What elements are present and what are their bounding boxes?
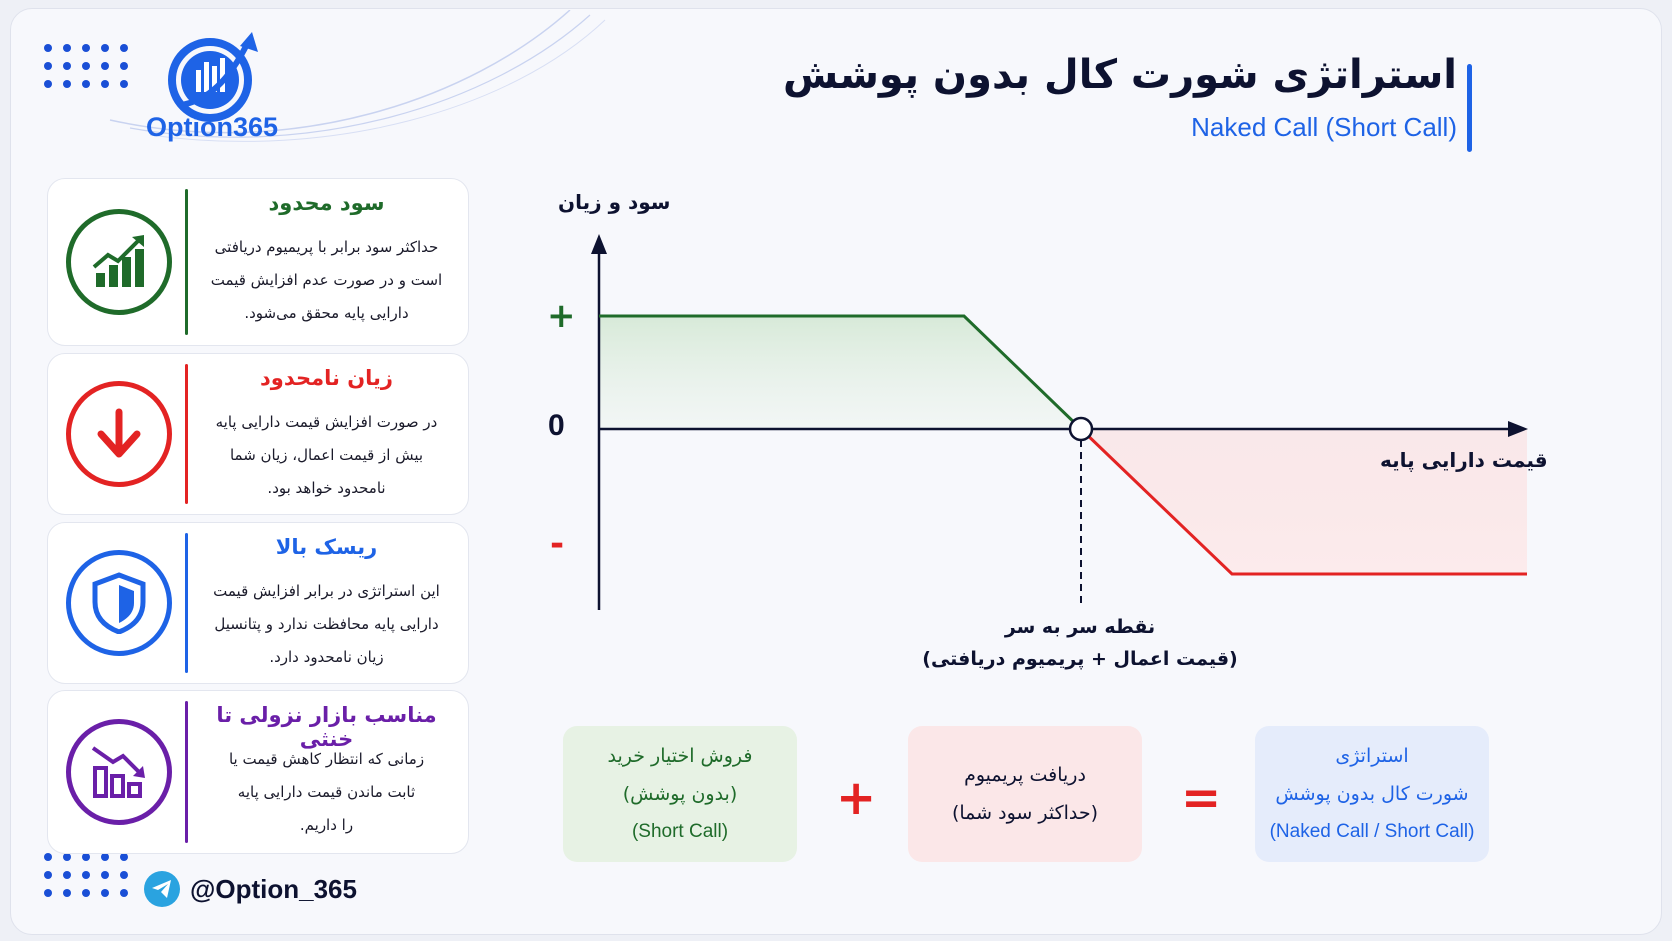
- x-axis-label: قیمت دارایی پایه: [1380, 448, 1548, 472]
- minus-label: -: [550, 524, 565, 564]
- equals-operator: =: [1181, 770, 1222, 826]
- feature-line: این استراتژی در برابر افزایش قیمت: [213, 582, 440, 600]
- breakeven-note: (قیمت اعمال + پریمیوم دریافتی): [922, 648, 1238, 670]
- equation-box-premium: [908, 726, 1142, 862]
- page-subtitle: Naked Call (Short Call): [1191, 112, 1457, 142]
- telegram-handle[interactable]: [144, 871, 357, 907]
- feature-line: دارایی پایه محافظت ندارد و پتانسیل: [214, 615, 439, 633]
- box-line: شورت کال بدون پوشش: [1275, 783, 1469, 805]
- equation-box-result: [1255, 726, 1489, 862]
- feature-line: را داریم.: [299, 816, 354, 834]
- feature-line: زیان نامحدود دارد.: [269, 648, 384, 666]
- telegram-icon: [144, 871, 180, 907]
- plus-operator: +: [836, 770, 877, 826]
- box-line: (حداکثر سود شما): [951, 802, 1099, 824]
- box-line: (Short Call): [631, 821, 729, 842]
- feature-line: ثابت ماندن قیمت دارایی پایه: [237, 783, 416, 801]
- feature-title: ریسک بالا: [275, 535, 378, 559]
- box-line: (Naked Call / Short Call): [1269, 821, 1475, 842]
- box-line: (بدون پوشش): [622, 783, 738, 805]
- feature-title: سود محدود: [268, 191, 385, 215]
- feature-line: نامحدود خواهد بود.: [267, 479, 386, 497]
- y-axis-arrow: [591, 234, 607, 254]
- plus-label: +: [547, 296, 576, 336]
- y-axis-label: سود و زیان: [558, 190, 671, 214]
- brand-name: Option365: [146, 112, 279, 142]
- feature-title: زیان نامحدود: [260, 366, 393, 390]
- feature-line: زمانی که انتظار کاهش قیمت یا: [228, 750, 425, 768]
- profit-area: [599, 316, 1081, 429]
- breakeven-point: [1070, 418, 1092, 440]
- feature-line: حداکثر سود برابر با پریمیوم دریافتی: [214, 238, 439, 256]
- breakeven-label: نقطه سر به سر: [1004, 616, 1156, 638]
- handle-text: @Option_365: [190, 873, 357, 904]
- feature-line: دارایی پایه محقق می‌شود.: [244, 304, 409, 322]
- feature-line: است و در صورت عدم افزایش قیمت: [210, 271, 443, 289]
- box-line: فروش اختیار خرید: [607, 745, 753, 767]
- zero-label: 0: [548, 409, 565, 442]
- feature-line: در صورت افزایش قیمت دارایی پایه: [215, 413, 438, 431]
- feature-line: بیش از قیمت اعمال، زیان شما: [229, 446, 424, 464]
- equation-box-short-call: [563, 726, 797, 862]
- box-line: دریافت پریمیوم: [964, 764, 1086, 786]
- page-title: استراتژی شورت کال بدون پوشش: [783, 52, 1457, 98]
- feature-title: مناسب بازار نزولی تا خنثی: [216, 703, 437, 751]
- box-line: استراتژی: [1335, 745, 1409, 767]
